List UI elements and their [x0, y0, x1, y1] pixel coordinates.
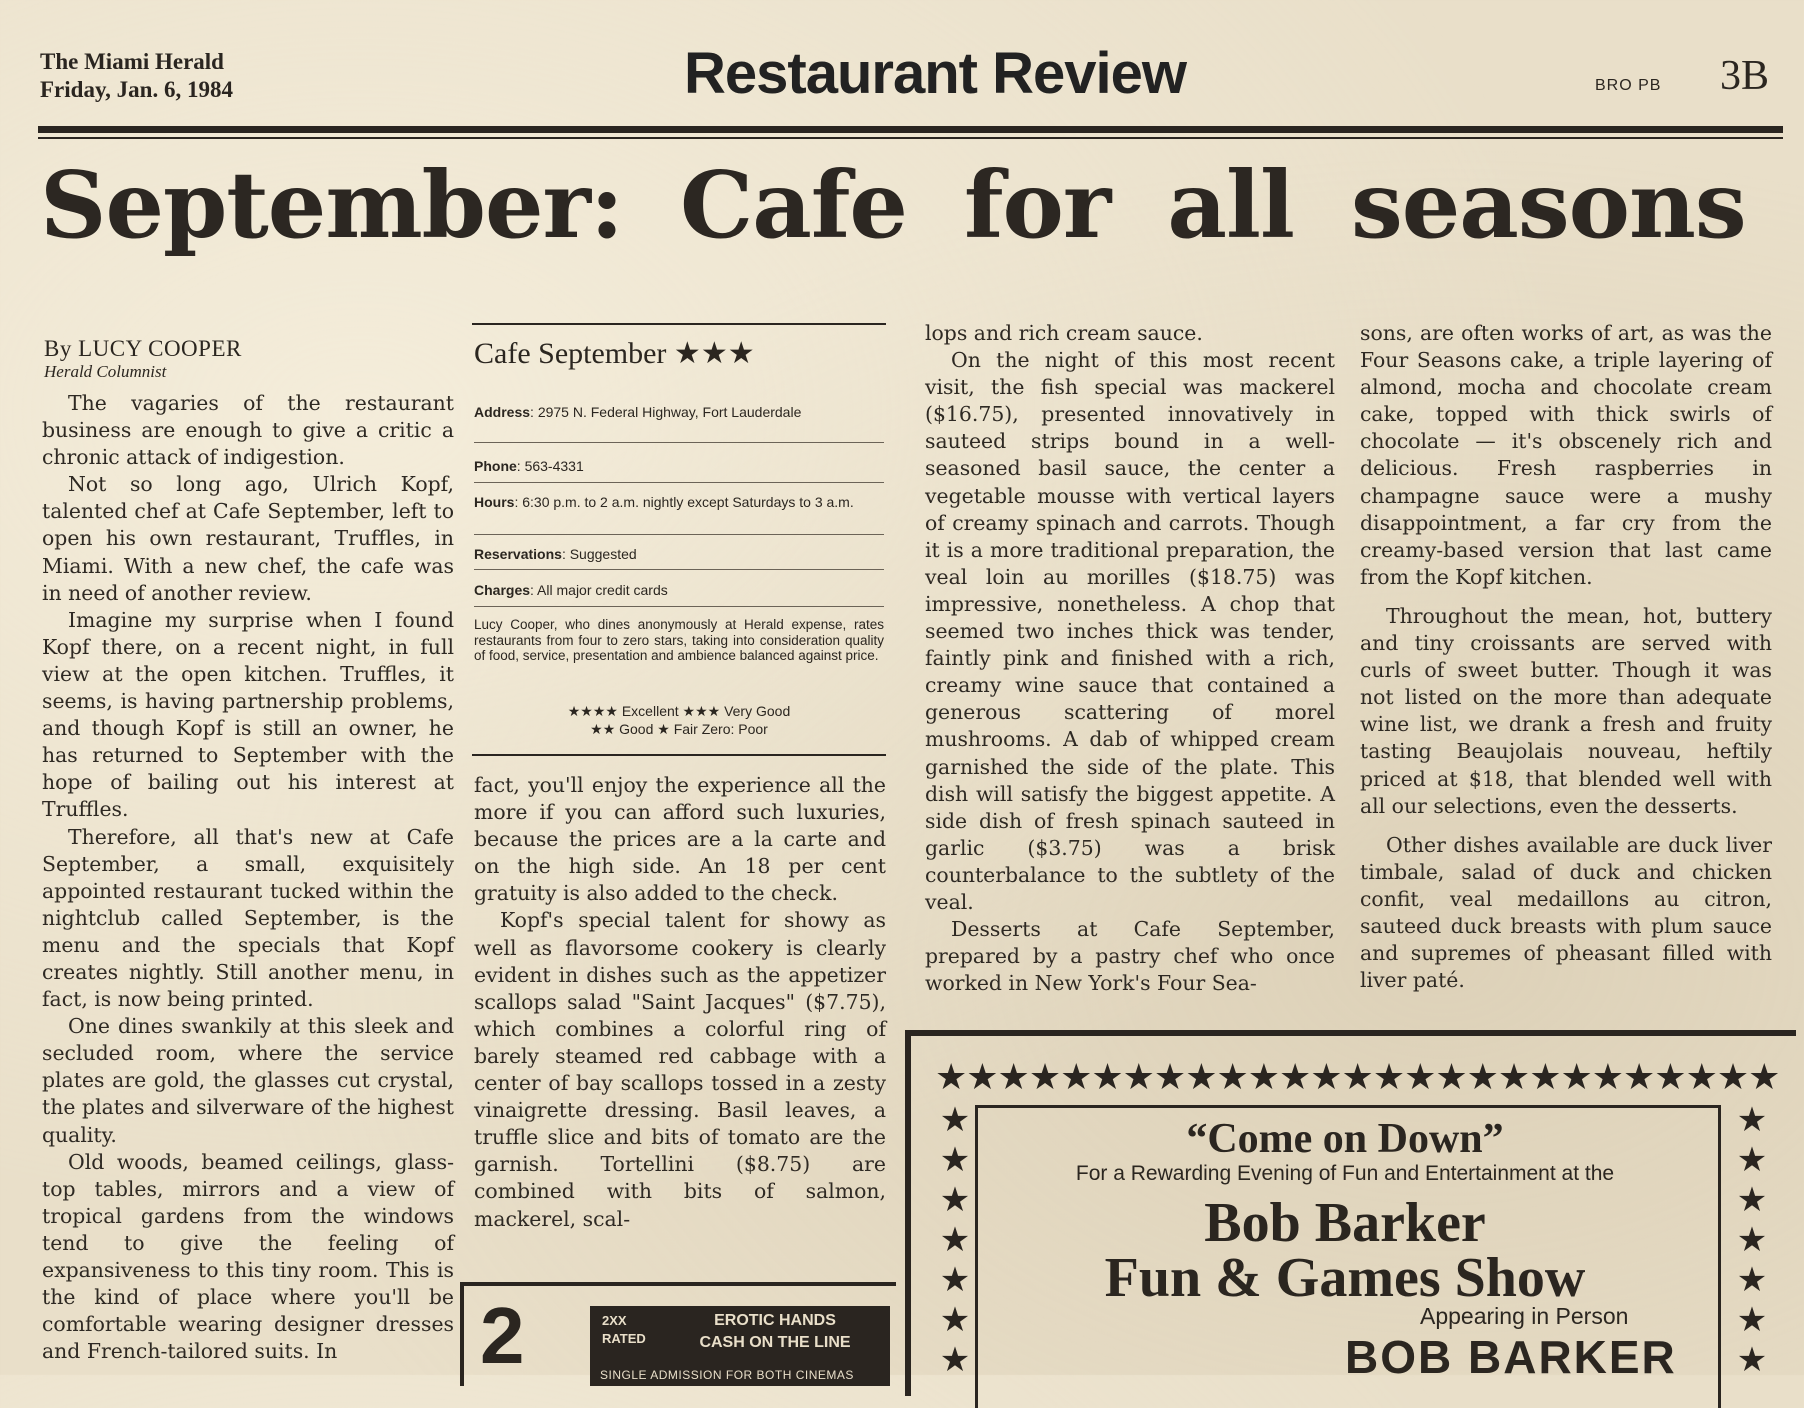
rating-legend-line: ★★ Good ★ Fair Zero: Poor — [590, 721, 768, 737]
charges-value: All major credit cards — [537, 582, 668, 598]
infobox-top-rule — [472, 323, 886, 325]
infobox-charges: Charges: All major credit cards — [474, 582, 668, 598]
paragraph: One dines swankily at this sleek and secluded room, where the service plates are gold, the glasses cut crystal, the plates and silverware of the highest quality. — [42, 1014, 454, 1147]
paragraph: Desserts at Cafe September, prepared by a pastry chef who once worked in New York's Four Sea- — [925, 917, 1335, 996]
charges-label: Charges — [474, 582, 531, 598]
ad-star-border-top: ★★★★★★★★★★★★★★★★★★★★★★★★★★★ — [935, 1058, 1780, 1098]
cinema-ad-panel — [590, 1306, 890, 1386]
article-column-2 — [474, 772, 886, 1233]
phone-label: Phone — [474, 458, 517, 474]
headline: September: Cafe for all seasons — [40, 151, 1746, 259]
article-column-4 — [1360, 320, 1772, 994]
infobox-divider — [474, 534, 884, 535]
infobox-divider — [474, 442, 884, 443]
ad-tagline: “Come on Down” — [1186, 1116, 1504, 1162]
infobox-phone: Phone: 563-4331 — [474, 458, 584, 474]
paragraph: lops and rich cream sauce. — [925, 321, 1203, 345]
cinema-rating-line: RATED — [602, 1331, 646, 1346]
infobox-divider — [474, 569, 884, 570]
masthead-rule-thin — [38, 137, 1783, 139]
byline-role: Herald Columnist — [44, 362, 167, 381]
infobox-reservations: Reservations: Suggested — [474, 546, 637, 562]
ad-show-title: Fun & Games Show — [1104, 1247, 1586, 1309]
reservations-label: Reservations — [474, 546, 562, 562]
reservations-value: Suggested — [569, 546, 637, 562]
byline-author: By LUCY COOPER — [44, 336, 242, 361]
paragraph: Throughout the mean, hot, buttery and tiny croissants are served with curls of sweet butter. Though it was not listed on the more than adequate wine list, we drank a fresh and fruity tasting Beaujolais nouveau, heftily priced at $18, that blended well with all our selections, even the desserts. — [1360, 603, 1772, 818]
ad-star-border-right: ★ ★ ★ ★ ★ ★ ★ — [1736, 1100, 1768, 1380]
infobox-title: Cafe September ★★★ — [474, 337, 755, 370]
cinema-rating — [602, 1312, 646, 1348]
ad-subline: For a Rewarding Evening of Fun and Entertainment at the — [1075, 1162, 1615, 1185]
paper-name: The Miami Herald — [40, 49, 224, 74]
infobox-hours: Hours: 6:30 p.m. to 2 a.m. nightly except Saturdays to 3 a.m. — [474, 494, 854, 510]
infobox-divider — [474, 482, 884, 483]
infobox-bottom-rule — [472, 754, 886, 756]
page-number: 3B — [1720, 53, 1770, 99]
phone-value: 563-4331 — [524, 458, 584, 474]
masthead-paper-date — [40, 48, 233, 104]
cinema-title: CASH ON THE LINE — [699, 1334, 851, 1351]
address-value: 2975 N. Federal Highway, Fort Lauderdale — [537, 404, 802, 420]
paragraph: fact, you'll enjoy the experience all the more if you can afford such luxuries, because the prices are a la carte and on the high side. An 18 per cent gratuity is also added to the check. — [474, 773, 886, 906]
article-column-1 — [42, 390, 454, 1365]
ad-big-name: BOB BARKER — [1345, 1331, 1677, 1383]
cinema-rating-line: 2XX — [602, 1313, 627, 1328]
rating-legend-line: ★★★★ Excellent ★★★ Very Good — [567, 703, 791, 719]
paragraph: Therefore, all that's new at Cafe September, a small, exquisitely appointed restaurant tucked within the nightclub called September, is the menu and the specials that Kopf creates nightly. Still another menu, in fact, is now being printed. — [42, 824, 454, 1012]
paragraph: Old woods, beamed ceilings, glass-top tables, mirrors and a view of tropical gardens from the windows tend to give the feeling of expansiveness to this tiny room. This is the kind of place where you'll be comfortable wearing designer dresses and French-tailored suits. In — [42, 1149, 454, 1364]
paragraph: The vagaries of the restaurant business are enough to give a critic a chronic attack of indigestion. — [42, 391, 454, 470]
hours-value: 6:30 p.m. to 2 a.m. nightly except Saturdays to 3 a.m. — [522, 494, 854, 510]
cinema-number: 2 — [480, 1291, 525, 1380]
address-label: Address — [474, 404, 531, 420]
paragraph: Kopf's special talent for showy as well as flavorsome cookery is clearly evident in dishes such as the appetizer scallops salad "Saint Jacques" ($7.75), which combines a colorful ring of barely steamed red cabbage with a center of bay scallops tossed in a zesty vinaigrette dressing. Basil leaves, a truffle slice and bits of tomato are the garnish. Tortellini ($8.75) are combined with bits of salmon, mackerel, scal- — [474, 908, 886, 1231]
edition-code: BRO PB — [1595, 77, 1662, 94]
cinema-admission: SINGLE ADMISSION FOR BOTH CINEMAS — [600, 1368, 854, 1382]
issue-date: Friday, Jan. 6, 1984 — [40, 77, 233, 102]
paragraph: On the night of this most recent visit, the fish special was mackerel ($16.75), presented innovatively in sauteed strips bound in a well-seasoned basil sauce, the center a vegetable mousse with vertical layers of creamy spinach and carrots. Though it is a more traditional preparation, the veal loin au morilles ($18.75) was impressive, nonetheless. A chop that seemed two inches thick was tender, faintly pink and finished with a rich, creamy wine sauce that contained a generous scattering of morel mushrooms. A dab of whipped cream garnished the side of the plate. This dish will satisfy the biggest appetite. A side dish of fresh spinach sauteed in garlic ($3.75) was a brisk counterbalance to the subtlety of the veal. — [925, 348, 1335, 914]
infobox-address: Address: 2975 N. Federal Highway, Fort Lauderdale — [474, 404, 802, 420]
cinema-titles — [685, 1310, 865, 1354]
paragraph: Not so long ago, Ulrich Kopf, talented chef at Cafe September, left to open his own restaurant, Truffles, in Miami. With a new chef, the cafe was in need of another review. — [42, 472, 454, 605]
paragraph: sons, are often works of art, as was the Four Seasons cake, a triple layering of almond, mocha and chocolate cream cake, topped with thick swirls of chocolate — it's obscenely rich and delicious. Fresh raspberries in champagne sauce were a mushy disappointment, a far cry from the creamy-based version that last came from the Kopf kitchen. — [1360, 321, 1772, 589]
ad-star-border-left: ★ ★ ★ ★ ★ ★ ★ — [939, 1100, 971, 1380]
paragraph: Imagine my surprise when I found Kopf there, on a recent night, in full view at the open kitchen. Truffles, it seems, is having partnership problems, and though Kopf is still an owner, he has returned to September with the hope of bailing out his interest at Truffles. — [42, 607, 454, 822]
ad-host-name: Bob Barker — [1204, 1192, 1486, 1254]
cinema-title: EROTIC HANDS — [714, 1312, 836, 1329]
infobox-divider — [474, 606, 884, 607]
rating-legend — [474, 702, 884, 738]
ad-appearing: Appearing in Person — [1420, 1303, 1629, 1329]
paragraph: Other dishes available are duck liver timbale, salad of duck and chicken confit, veal medaillons au citron, sauteed duck breasts with plum sauce and supremes of pheasant filled with liver paté. — [1360, 832, 1772, 993]
section-title: Restaurant Review — [684, 41, 1186, 106]
article-column-3 — [925, 320, 1335, 997]
hours-label: Hours — [474, 494, 515, 510]
masthead-rule — [38, 126, 1783, 133]
rating-note: Lucy Cooper, who dines anonymously at Herald expense, rates restaurants from four to zero stars, taking into consideration quality of food, service, presentation and ambience balanced against price. — [474, 617, 884, 663]
